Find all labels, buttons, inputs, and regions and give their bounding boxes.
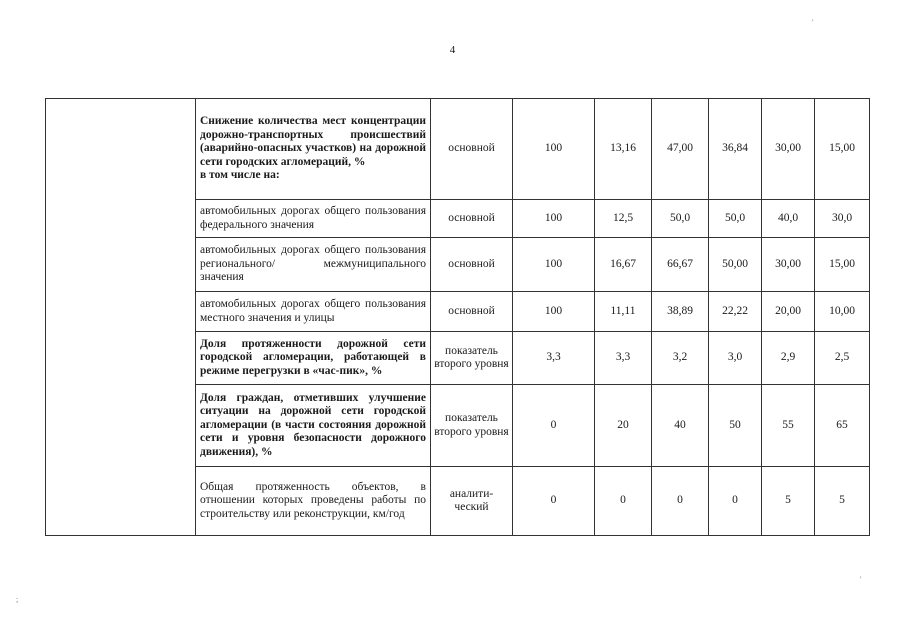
year-value: 0: [652, 467, 709, 536]
year-value: 0: [709, 467, 762, 536]
year-value: 50,0: [652, 200, 709, 238]
year-value: 50,0: [709, 200, 762, 238]
year-value: 47,00: [652, 99, 709, 200]
base-value: 3,3: [513, 332, 595, 385]
year-value: 2,5: [815, 332, 870, 385]
year-value: 20,00: [762, 292, 815, 332]
year-value: 15,00: [815, 238, 870, 292]
year-value: 22,22: [709, 292, 762, 332]
year-value: 10,00: [815, 292, 870, 332]
year-value: 2,9: [762, 332, 815, 385]
indicator-name: автомобильных дорогах общего пользования местного значения и улицы: [196, 292, 431, 332]
scan-speck: ': [812, 18, 814, 27]
year-value: 30,00: [762, 99, 815, 200]
merged-empty-cell: [46, 99, 196, 536]
indicator-type: аналити-ческий: [431, 467, 513, 536]
base-value: 100: [513, 99, 595, 200]
indicator-name: автомобильных дорогах общего пользования регионального/ межмуниципального значения: [196, 238, 431, 292]
indicator-type: основной: [431, 292, 513, 332]
indicator-name-cell: [196, 99, 431, 200]
year-value: 13,16: [595, 99, 652, 200]
year-value: 16,67: [595, 238, 652, 292]
year-value: 55: [762, 385, 815, 467]
year-value: 40: [652, 385, 709, 467]
year-value: 50: [709, 385, 762, 467]
base-value: 0: [513, 385, 595, 467]
year-value: 50,00: [709, 238, 762, 292]
year-value: 12,5: [595, 200, 652, 238]
year-value: 30,00: [762, 238, 815, 292]
page-number: 4: [449, 44, 456, 56]
year-value: 0: [595, 467, 652, 536]
indicator-name: автомобильных дорогах общего пользования федерального значения: [196, 200, 431, 238]
year-value: 5: [762, 467, 815, 536]
year-value: 20: [595, 385, 652, 467]
indicator-name: Снижение количества мест концентрации дорожно-транспортных происшествий (аварийно-опасных участков) на дорожной сети городских агломераций, %: [200, 115, 426, 168]
indicator-name: Доля протяженности дорожной сети городской агломерации, работающей в режиме перегрузки в «час-пик», %: [196, 332, 431, 385]
indicator-type: основной: [431, 200, 513, 238]
table-row: [46, 99, 870, 200]
scan-speck: ': [860, 575, 862, 584]
indicators-table: [45, 98, 870, 536]
year-value: 3,2: [652, 332, 709, 385]
indicator-type: показатель второго уровня: [431, 385, 513, 467]
indicator-name: Доля граждан, отметивших улучшение ситуации на дорожной сети городской агломерации (в части состояния дорожной сети и уровня безопасности дорожного движения), %: [196, 385, 431, 467]
base-value: 100: [513, 292, 595, 332]
year-value: 40,0: [762, 200, 815, 238]
year-value: 66,67: [652, 238, 709, 292]
year-value: 3,0: [709, 332, 762, 385]
indicator-type: основной: [431, 99, 513, 200]
year-value: 36,84: [709, 99, 762, 200]
year-value: 11,11: [595, 292, 652, 332]
year-value: 30,0: [815, 200, 870, 238]
year-value: 65: [815, 385, 870, 467]
year-value: 38,89: [652, 292, 709, 332]
scan-speck: ;: [16, 595, 19, 604]
base-value: 100: [513, 200, 595, 238]
indicator-type: показатель второго уровня: [431, 332, 513, 385]
year-value: 15,00: [815, 99, 870, 200]
base-value: 100: [513, 238, 595, 292]
indicator-subheading: в том числе на:: [200, 169, 280, 182]
year-value: 5: [815, 467, 870, 536]
base-value: 0: [513, 467, 595, 536]
indicator-type: основной: [431, 238, 513, 292]
indicator-name: Общая протяженность объектов, в отношении которых проведены работы по строительству или реконструкции, км/год: [196, 467, 431, 536]
year-value: 3,3: [595, 332, 652, 385]
